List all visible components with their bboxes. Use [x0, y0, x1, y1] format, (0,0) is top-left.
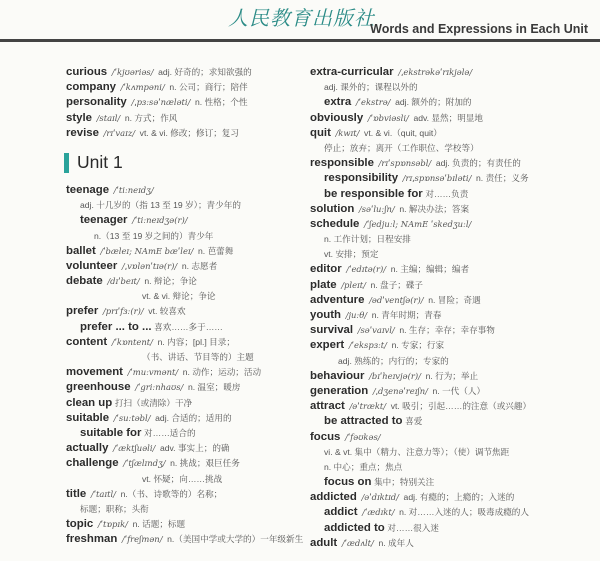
vocab-entry: [310, 246, 590, 261]
definition: vt. & vi. 修改；修订；复习: [139, 127, 239, 138]
headword: style: [66, 111, 92, 124]
vocab-entry: [66, 455, 288, 470]
headword: behaviour: [310, 369, 365, 382]
headword: company: [66, 81, 117, 94]
section-title: Words and Expressions in Each Unit: [370, 22, 588, 36]
headword: prefer: [66, 305, 99, 318]
definition: vt. 安排；预定: [324, 249, 379, 260]
pronunciation: /ˈtʃælɪndʒ/: [123, 458, 166, 469]
vocab-entry: [66, 79, 288, 94]
definition: n. 挑战；艰巨任务: [170, 458, 240, 469]
definition: n. 行为；举止: [425, 370, 479, 381]
headword: personality: [66, 96, 127, 109]
pronunciation: /rɪˌspɒnsəˈbɪləti/: [402, 173, 472, 184]
definition: 停止；放弃；离开（工作职位、学校等）: [324, 142, 479, 153]
pronunciation: /ˈɒbviəsli/: [367, 112, 409, 123]
pronunciation: /ˈmuːvmənt/: [127, 367, 179, 378]
vocab-entry: [66, 334, 288, 349]
headword: topic: [66, 518, 94, 531]
vocab-entry: [66, 319, 288, 334]
definition: n. 志愿者: [181, 260, 218, 271]
vocab-entry: [66, 410, 288, 425]
definition: 对……负责: [425, 188, 469, 199]
definition: adv. 事实上；的确: [159, 443, 230, 454]
definition: n. 辩论；争论: [144, 276, 197, 287]
definition: n. 一代（人）: [432, 385, 486, 396]
definition: adj. 合适的；适用的: [155, 412, 232, 423]
pronunciation: /əˈdɪktɪd/: [361, 492, 399, 503]
vocab-entry: [310, 383, 590, 398]
definition: n. 动作；运动；活动: [182, 367, 262, 378]
definition: n. 解决办法；答案: [399, 203, 470, 214]
pronunciation: /səˈluːʃn/: [358, 203, 395, 214]
definition: adj. 好奇的；求知欲强的: [158, 67, 252, 77]
vocab-entry: [310, 337, 590, 352]
pronunciation: /ˌvɒlənˈtɪə(r)/: [121, 260, 178, 271]
vocab-entry: [66, 364, 288, 379]
headword: actually: [66, 442, 109, 455]
definition: adj. 十几岁的（指 13 至 19 岁）；青少年的: [80, 200, 241, 211]
pronunciation: /ˈtaɪtl/: [90, 488, 116, 499]
headword: attract: [310, 400, 345, 413]
definition: vt. & vi. 辩论；争论: [142, 291, 216, 302]
vocab-entry: [66, 243, 288, 258]
definition: n. 青年时期；青春: [371, 310, 442, 320]
vocab-entry: [310, 155, 590, 170]
pronunciation: /ˈfreʃmən/: [121, 534, 163, 545]
vocab-entry: [310, 322, 590, 337]
vocab-entry: [310, 398, 590, 413]
pronunciation: /ˈkɒntent/: [111, 336, 153, 347]
headword: suitable for: [80, 426, 142, 439]
pronunciation: /ˌpɜːsəˈnæləti/: [131, 97, 191, 108]
vocab-entry: [66, 531, 304, 546]
definition: 打扫（或清除）干净: [114, 397, 193, 408]
pronunciation: /rɪˈspɒnsəbl/: [378, 158, 432, 169]
definition: n.（书、诗歌等的）名称；: [120, 488, 223, 499]
vocab-entry: [66, 440, 288, 455]
vocab-entry: [310, 231, 590, 246]
pronunciation: /ˈædʌlt/: [341, 537, 374, 548]
headword: quit: [310, 126, 331, 139]
vocab-entry: [310, 489, 590, 504]
definition: n. 专家；行家: [391, 340, 445, 351]
pronunciation: /bɪˈheɪvjə(r)/: [369, 370, 421, 381]
headword: be attracted to: [324, 415, 403, 428]
definition: 标题；职称；头衔: [80, 503, 149, 514]
vocab-entry: [66, 273, 288, 288]
definition: n. 公司；商行；陪伴: [169, 82, 248, 93]
pronunciation: /rɪˈvaɪz/: [103, 127, 136, 138]
vocab-entry: [310, 277, 590, 292]
unit-heading: [64, 148, 288, 178]
vocab-entry: [310, 94, 590, 109]
pronunciation: /ˈtiːneɪdʒə(r)/: [132, 215, 188, 226]
vocab-entry: [310, 353, 590, 368]
right-column: [310, 64, 590, 550]
headword: prefer ... to ...: [80, 320, 152, 333]
vocab-entry: [310, 216, 590, 231]
definition: n. 责任；义务: [476, 173, 529, 184]
headword: obviously: [310, 111, 364, 124]
pronunciation: /pleɪt/: [341, 279, 366, 290]
vocab-entry: [66, 425, 288, 440]
pronunciation: /ədˈventʃə(r)/: [369, 294, 424, 305]
headword: adult: [310, 536, 338, 549]
definition: n. 性格；个性: [195, 97, 248, 108]
definition: n. 内容；[pl.] 目录；: [157, 336, 235, 347]
definition: adj. 负责的；有责任的: [435, 158, 521, 169]
definition: n.（13 至 19 岁之间的）青少年: [94, 230, 214, 241]
pronunciation: /ˌdʒenəˈreɪʃn/: [372, 385, 428, 396]
pronunciation: /ˈedɪtə(r)/: [346, 264, 387, 275]
headword: revise: [66, 126, 99, 139]
vocab-entry: [310, 125, 590, 140]
vocab-entry: [66, 486, 288, 501]
headword: ballet: [66, 244, 96, 257]
vocab-entry: [66, 197, 288, 212]
definition: 喜爱: [405, 416, 423, 427]
vocab-entry: [66, 501, 288, 516]
vocab-entry: [310, 201, 590, 216]
pronunciation: /ˈekstrə/: [355, 97, 391, 108]
pronunciation: /ˈæktʃuəli/: [113, 443, 156, 454]
pronunciation: /kwɪt/: [335, 127, 360, 138]
vocab-entry: [310, 170, 590, 185]
vocab-entry: [310, 429, 590, 444]
headword: survival: [310, 324, 354, 337]
headword: debate: [66, 275, 103, 288]
pronunciation: /ˈkʌmpəni/: [120, 82, 165, 93]
definition: adj. 额外的；附加的: [395, 97, 472, 108]
pronunciation: /dɪˈbeɪt/: [107, 276, 140, 287]
pronunciation: /əˈtrækt/: [349, 401, 387, 412]
definition: （书、讲话、节目等的）主题: [142, 352, 254, 362]
header-rule: [0, 39, 600, 42]
headword: generation: [310, 384, 369, 397]
headword: editor: [310, 263, 342, 276]
headword: plate: [310, 278, 337, 291]
headword: addicted to: [324, 521, 385, 534]
headword: title: [66, 487, 87, 500]
definition: n. 中心；重点；焦点: [324, 461, 403, 472]
definition: vt. 怀疑；向……挑战: [142, 473, 223, 484]
pronunciation: /ˈbæleɪ; NAmE bæˈleɪ/: [100, 245, 194, 256]
definition: 对……适合的: [144, 427, 196, 438]
vocab-entry: [66, 125, 288, 140]
vocab-entry: [310, 64, 590, 79]
headword: teenager: [80, 214, 128, 227]
left-column: [66, 64, 304, 546]
definition: adv. 显然；明显地: [413, 112, 483, 123]
pronunciation: /ˈfəʊkəs/: [345, 431, 381, 442]
definition: n. 成年人: [378, 537, 414, 548]
right-entries: [310, 64, 590, 550]
definition: adj. 有瘾的；上瘾的；入迷的: [403, 492, 515, 503]
vocab-entry: [310, 459, 590, 474]
pronunciation: /prɪˈfɜː(r)/: [102, 306, 144, 317]
vocab-entry: [310, 504, 590, 519]
definition: adj. 熟练的；内行的；专家的: [338, 355, 449, 366]
pronunciation: /ˈtiːneɪdʒ/: [113, 184, 154, 195]
headword: teenage: [66, 183, 110, 196]
unit-marker-bar: [64, 153, 69, 173]
pronunciation: /səˈvaɪvl/: [357, 325, 395, 336]
unit-title: Unit 1: [77, 152, 123, 173]
vocab-entry: [66, 94, 288, 109]
headword: greenhouse: [66, 381, 131, 394]
headword: expert: [310, 339, 345, 352]
definition: n. 冒险；奇遇: [428, 294, 481, 305]
headword: challenge: [66, 457, 119, 470]
headword: extra-curricular: [310, 66, 394, 78]
vocab-entry: [66, 212, 288, 227]
definition: n. 盘子；碟子: [370, 279, 424, 290]
definition: n. 温室；暖房: [187, 382, 241, 393]
vocab-entry: [310, 110, 590, 125]
headword: focus on: [324, 476, 372, 489]
definition: 对……很入迷: [387, 522, 439, 533]
headword: curious: [66, 66, 108, 78]
vocab-entry: [310, 368, 590, 383]
definition: n. 主编；编辑；编者: [390, 264, 470, 275]
pronunciation: /ˈgriːnhaʊs/: [135, 382, 184, 393]
definition: 集中；特别关注: [374, 477, 435, 488]
headword: content: [66, 335, 108, 348]
vocab-entry: [66, 303, 288, 318]
definition: n. 工作计划；日程安排: [324, 234, 411, 245]
vocab-entry: [310, 444, 590, 459]
vocab-entry: [310, 140, 590, 155]
vocab-entry: [310, 520, 590, 535]
pronunciation: /ˈsuːtəbl/: [113, 412, 151, 423]
pronunciation: /ˈekspɜːt/: [348, 340, 387, 351]
vocab-entry: [310, 292, 590, 307]
pronunciation: /ˈtɒpɪk/: [97, 519, 128, 530]
definition: 喜欢……多于……: [154, 321, 223, 332]
definition: n. 对……入迷的人；吸毒成瘾的人: [399, 507, 529, 518]
definition: vt. & vi.（quit, quit）: [364, 127, 442, 138]
headword: schedule: [310, 217, 360, 230]
definition: n. 话题；标题: [132, 519, 186, 530]
definition: n. 生存；幸存；幸存事物: [399, 325, 495, 336]
headword: solution: [310, 202, 355, 215]
headword: adventure: [310, 293, 365, 306]
headword: extra: [324, 96, 352, 109]
vocab-entry: [66, 182, 288, 197]
headword: addict: [324, 506, 358, 519]
headword: clean up: [66, 396, 113, 409]
vocab-entry: [310, 474, 590, 489]
publisher-logo: 人民教育出版社: [228, 6, 375, 30]
pronunciation: /ˈʃedjuːl; NAmE ˈskedʒuːl/: [364, 218, 472, 229]
pronunciation: /ˌekstrəkəˈrɪkjələ/: [398, 67, 473, 77]
vocab-entry: [66, 516, 288, 531]
headword: addicted: [310, 491, 357, 504]
vocab-entry: [66, 258, 288, 273]
vocab-entry: [66, 64, 288, 79]
headword: suitable: [66, 411, 110, 424]
definition: vt. 吸引；引起……的注意（或兴趣）: [390, 401, 532, 412]
vocab-entry: [310, 261, 590, 276]
definition: n. 方式；作风: [124, 112, 178, 123]
vocab-entry: [310, 413, 590, 428]
definition: n. 芭蕾舞: [198, 245, 234, 256]
vocab-entry: [310, 79, 590, 94]
pronunciation: /juːθ/: [345, 310, 368, 320]
vocab-entry: [66, 379, 288, 394]
vocab-entry: [66, 349, 288, 364]
vocab-entry: [310, 186, 590, 201]
vocab-entry: [66, 288, 288, 303]
vocab-entry: [66, 395, 288, 410]
pronunciation: /ˈkjʊəriəs/: [111, 67, 154, 77]
definition: vi. & vt. 集中（精力、注意力等）；（使）调节焦距: [324, 446, 510, 457]
vocab-entry: [310, 535, 590, 550]
headword: youth: [310, 309, 342, 321]
pronunciation: /staɪl/: [96, 112, 121, 123]
definition: adj. 课外的；课程以外的: [324, 82, 418, 93]
entries-before-unit: [66, 64, 288, 140]
headword: responsibility: [324, 172, 399, 185]
headword: focus: [310, 430, 341, 443]
vocab-entry: [66, 228, 288, 243]
headword: movement: [66, 366, 123, 379]
headword: be responsible for: [324, 187, 423, 200]
unit-entries: [66, 182, 304, 547]
headword: freshman: [66, 533, 118, 546]
vocab-entry: [310, 307, 590, 322]
headword: volunteer: [66, 259, 118, 272]
vocab-entry: [66, 471, 288, 486]
pronunciation: /ˈædɪkt/: [362, 507, 395, 518]
vocab-entry: [66, 110, 288, 125]
headword: responsible: [310, 157, 374, 170]
definition: vt. 较喜欢: [148, 306, 186, 317]
page-header: [0, 0, 600, 44]
definition: n.（美国中学或大学的）一年级新生: [167, 534, 304, 545]
